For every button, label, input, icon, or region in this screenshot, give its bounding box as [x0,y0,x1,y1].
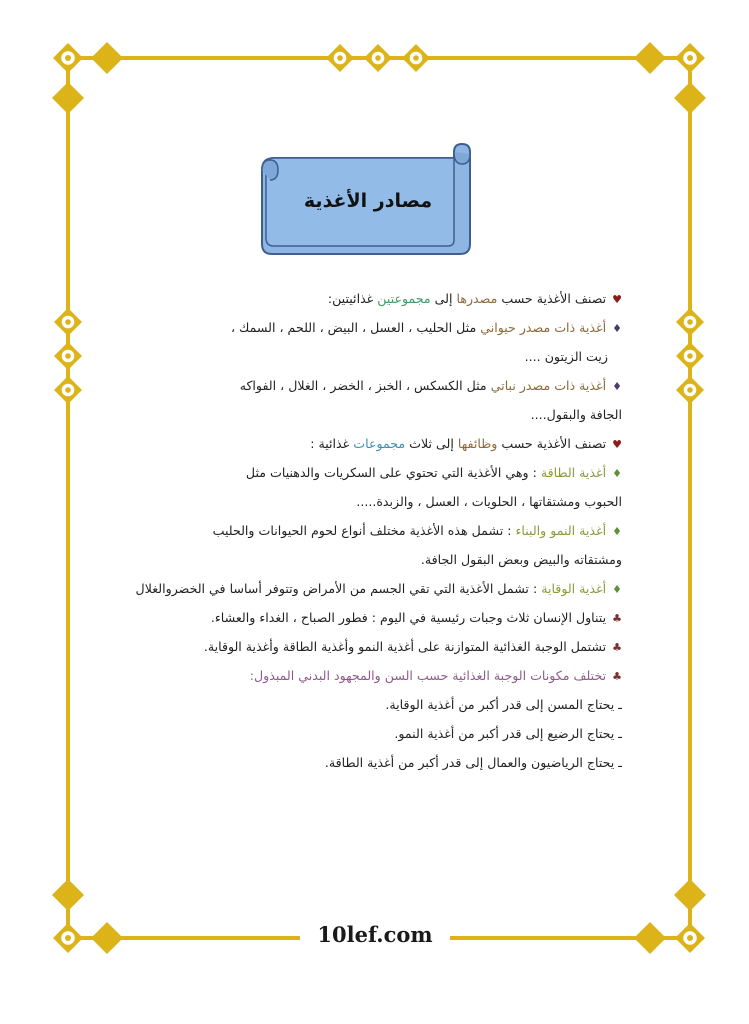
text-segment: زيت الزيتون .... [524,349,608,364]
text-line [160,487,622,516]
text-line [160,748,622,777]
ornament-dot [65,387,71,393]
bullet-icon: ♥ [612,293,622,306]
ornament-diamond [52,82,84,114]
text-line [135,574,622,603]
bullet-icon: ♥ [612,438,622,451]
ornament-dot [65,319,71,325]
ornament-diamond [91,922,123,954]
bullet-icon: ♦ [612,467,622,480]
text-segment: الحبوب ومشتقاتها ، الحلويات ، العسل ، والزبدة..... [356,494,622,509]
ornament-diamond [674,879,706,911]
ornament-dot [65,353,71,359]
bullet-icon: ♦ [612,583,622,596]
text-segment: مجموعتين [377,291,431,306]
site-watermark: 10lef.com [300,922,450,952]
text-line [160,371,622,400]
text-segment: الجافة والبقول.... [530,407,622,422]
ornament-diamond [91,42,123,74]
text-segment: تصنف الأغذية حسب [497,291,607,306]
text-segment: غذائية : [310,436,354,451]
text-segment: غذائيتين: [327,291,378,306]
text-segment: تشتمل الوجبة الغذائية المتوازنة على أغذية النمو وأغذية الطاقة وأغذية الوقاية. [203,639,607,654]
title-scroll-banner [258,140,478,260]
text-segment: تختلف مكونات الوجبة الغذائية حسب السن والمجهود البدني المبذول: [249,668,607,683]
text-segment: ومشتقاته والبيض وبعض البقول الجافة. [420,552,622,567]
ornament-diamond [52,879,84,911]
ornament-dot [337,55,343,61]
text-line [160,284,622,313]
content-body [135,284,622,777]
text-segment: : تشمل الأغذية التي تقي الجسم من الأمراض وتتوفر أساسا في الخضروالغلال [135,581,542,596]
bullet-icon: ♣ [612,670,622,683]
bullet-icon: ♣ [612,612,622,625]
page-title: مصادر الأغذية [303,190,433,212]
bullet-icon: ♦ [612,322,622,335]
text-line [160,690,622,719]
text-segment: أغذية النمو والبناء [515,523,607,538]
text-line [160,400,622,429]
text-segment: أغذية ذات مصدر نباتي [490,378,607,393]
text-segment: ـ يحتاج الرياضيون والعمال إلى قدر أكبر من أغذية الطاقة. [324,755,622,770]
text-segment: مثل الكسكس ، الخبز ، الخضر ، الغلال ، الفواكه [239,378,491,393]
text-line [160,516,622,545]
ornament-dot [687,935,693,941]
bullet-icon: ♦ [612,525,622,538]
text-segment: إلى [430,291,457,306]
text-segment: أغذية الطاقة [540,465,607,480]
ornament-diamond [674,82,706,114]
text-line [160,661,622,690]
bullet-icon: ♦ [612,380,622,393]
text-segment: ـ يحتاج المسن إلى قدر أكبر من أغذية الوقاية. [385,697,622,712]
text-segment: إلى ثلاث [405,436,458,451]
text-segment: : تشمل هذه الأغذية مختلف أنواع لحوم الحيوانات والحليب [212,523,516,538]
ornament-dot [687,387,693,393]
text-line [160,545,622,574]
text-segment: مثل الحليب ، العسل ، البيض ، اللحم ، السمك ، [230,320,481,335]
ornament-dot [375,55,381,61]
text-segment: أغذية الوقاية [541,581,607,596]
ornament-dot [687,353,693,359]
text-segment: أغذية ذات مصدر حيواني [480,320,607,335]
text-segment: مجموعات [353,436,406,451]
text-segment: ـ يحتاج الرضيع إلى قدر أكبر من أغذية النمو. [394,726,622,741]
text-line [160,603,622,632]
text-line [160,429,622,458]
text-line [160,342,622,371]
ornament-dot [687,55,693,61]
ornament-dot [413,55,419,61]
text-segment: : وهي الأغذية التي تحتوي على السكريات والدهنيات مثل [245,465,541,480]
text-line [160,632,622,661]
text-segment: يتناول الإنسان ثلاث وجبات رئيسية في اليوم : فطور الصباح ، الغداء والعشاء. [210,610,607,625]
text-segment: مصدرها [456,291,498,306]
ornament-dot [65,55,71,61]
text-line [160,719,622,748]
ornament-dot [65,935,71,941]
bullet-icon: ♣ [612,641,622,654]
text-line [160,313,622,342]
ornament-diamond [634,922,666,954]
text-line [160,458,622,487]
text-segment: وظائفها [457,436,498,451]
ornament-dot [687,319,693,325]
ornament-diamond [634,42,666,74]
text-segment: تصنف الأغذية حسب [497,436,607,451]
